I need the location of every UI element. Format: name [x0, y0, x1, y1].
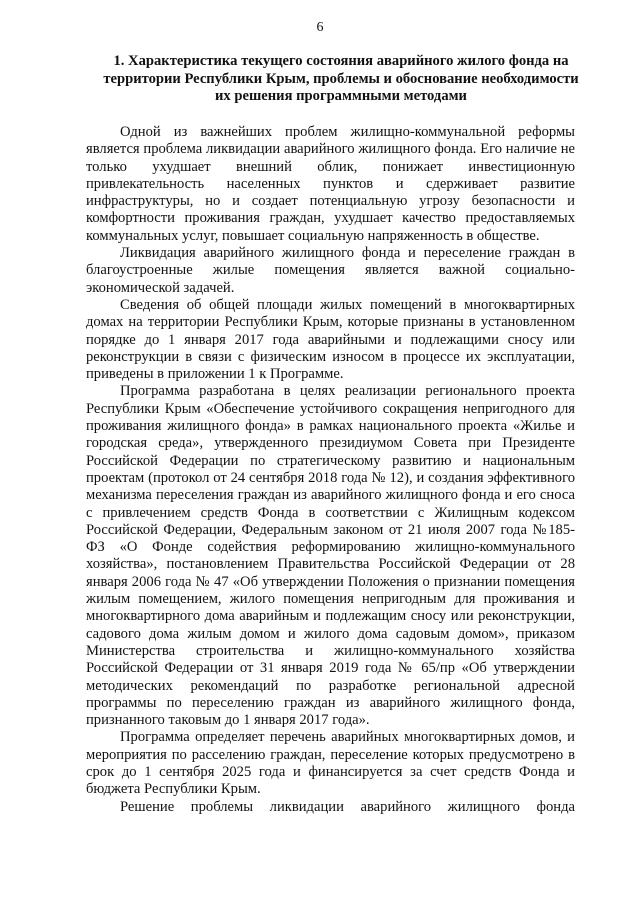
paragraph: Программа определяет перечень аварийных многоквартирных домов, и мероприятия по расселению граждан, переселение которых предусмотрено в срок до 1 сентября 2025 года и финансируется за счет средств Фонда и бюджета Республики Крым. — [86, 729, 575, 798]
paragraph: Ликвидация аварийного жилищного фонда и переселение граждан в благоустроенные жилые помещения является важной социально-экономической задачей. — [86, 245, 575, 296]
section-heading — [96, 53, 586, 106]
paragraph: Сведения об общей площади жилых помещений в многоквартирных домах на территории Республики Крым, которые признаны в установленном порядке до 1 января 2017 года аварийными и подлежащими сносу или реконструкции в связи с физическим износом в процессе их эксплуатации, приведены в приложении 1 к Программе. — [86, 296, 575, 383]
section-number: 1. — [113, 53, 125, 69]
paragraph: Программа разработана в целях реализации регионального проекта Республики Крым «Обеспечение устойчивого сокращения непригодного для проживания жилищного фонда» в рамках национального проекта «Жилье и городская среда», утвержденного президиумом Совета при Президенте Российской Федерации по стратегическому развитию и национальным проектам (протокол от 24 сентября 2018 года № 12), и создания эффективного механизма переселения граждан из аварийного жилищного фонда и его сноса с привлечением средств Фонда в соответствии с Жилищным кодексом Российской Федерации, Федеральным законом от 21 июля 2007 года №185-ФЗ «О Фонде содействия реформированию жилищно-коммунального хозяйства», постановлением Правительства Российской Федерации от 28 января 2006 года № 47 «Об утверждении Положения о признании помещения жилым помещением, жилого помещения непригодным для проживания и многоквартирного дома аварийным и подлежащим сносу или реконструкции, садового дома жилым домом и жилого дома садовым домом», приказом Министерства строительства и жилищно-коммунального хозяйства Российской Федерации от 31 января 2019 года № 65/пр «Об утверждении методических рекомендаций по разработке региональной адресной программы по переселению граждан из аварийного жилищного фонда, признанного таковым до 1 января 2017 года». — [86, 383, 575, 729]
section-title: Характеристика текущего состояния аварийного жилого фонда на территории Республики Крым, проблемы и обоснование необходимости их решения программными методами — [103, 53, 579, 104]
paragraph: Решение проблемы ликвидации аварийного жилищного фонда — [120, 798, 575, 815]
page-number: 6 — [316, 20, 324, 35]
paragraph: Одной из важнейших проблем жилищно-коммунальной реформы является проблема ликвидации аварийного жилищного фонда. Его наличие не только ухудшает внешний облик, понижает инвестиционную привлекательность населенных пунктов и сдерживает развитие инфраструктуры, но и создает потенциальную угрозу безопасности и комфортности проживания граждан, ухудшает качество предоставляемых коммунальных услуг, повышает социальную напряженность в обществе. — [86, 124, 575, 244]
document-body — [86, 124, 575, 816]
